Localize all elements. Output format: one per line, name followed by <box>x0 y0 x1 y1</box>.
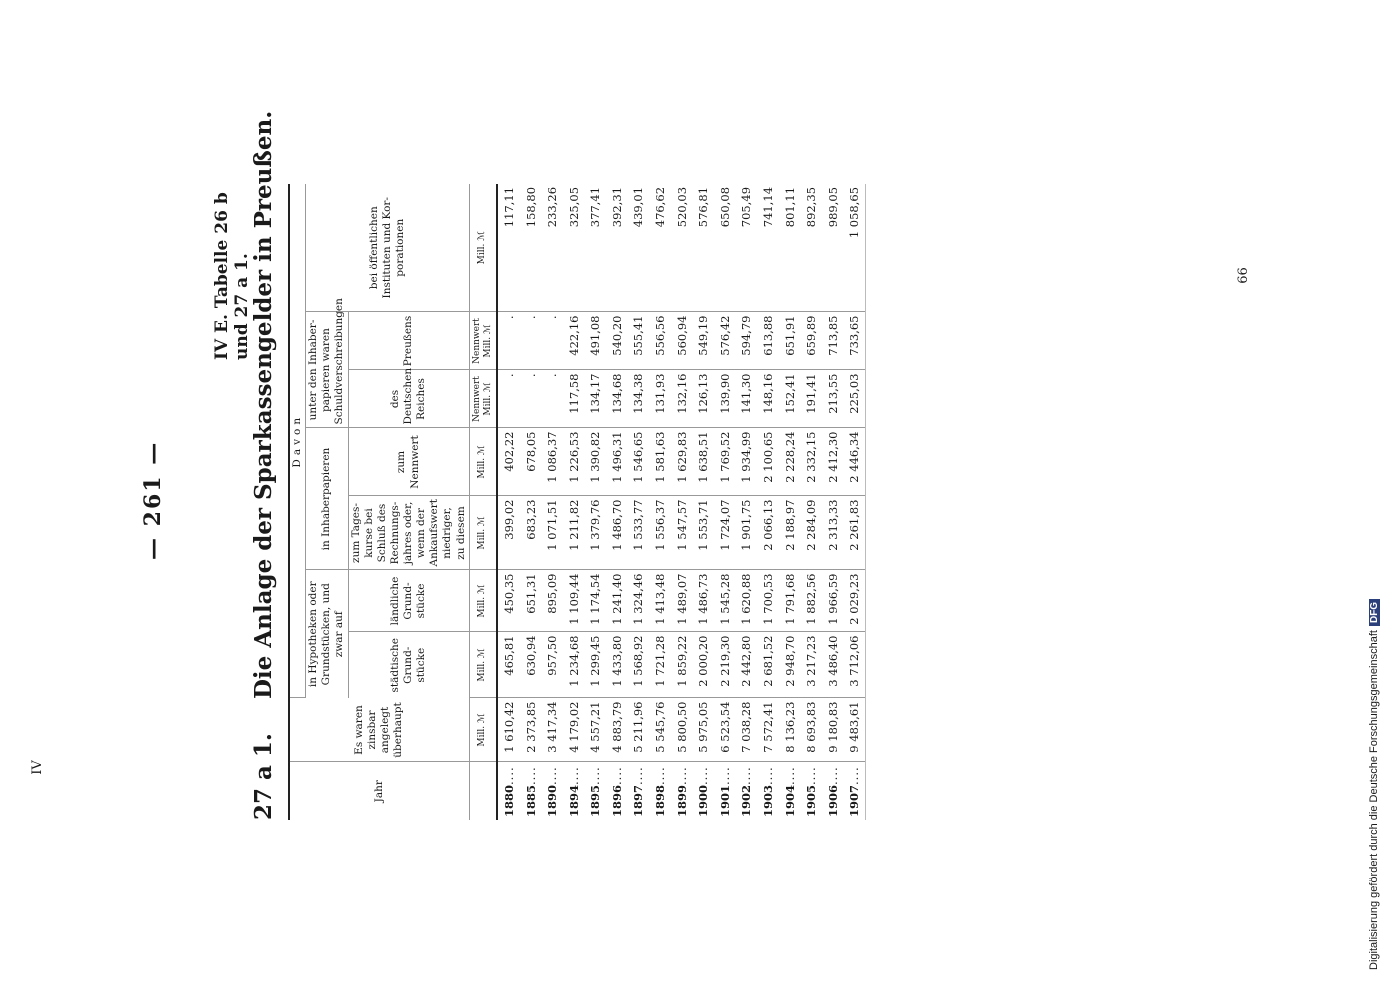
cell-year <box>520 762 542 820</box>
year-label: 1901 <box>717 784 732 817</box>
cell-laendl: 1 413,48 <box>649 570 671 632</box>
cell-year <box>800 762 822 820</box>
cell-oeff: 1 058,65 <box>844 184 866 312</box>
rotated-content <box>120 110 990 820</box>
cell-staedt: 1 433,80 <box>606 632 628 698</box>
cell-total: 5 975,05 <box>692 698 714 762</box>
cell-nenn: 1 934,99 <box>736 428 758 496</box>
cell-laendl: 1 882,56 <box>800 570 822 632</box>
cell-total: 2 373,85 <box>520 698 542 762</box>
leader-dots: .... <box>782 766 797 785</box>
cell-preuss: 556,56 <box>649 312 671 370</box>
cell-laendl: 1 700,53 <box>757 570 779 632</box>
table-row <box>520 184 542 820</box>
cell-kurs: 1 211,82 <box>563 496 585 570</box>
cell-reich: 132,16 <box>671 370 693 428</box>
cell-laendl: 1 324,46 <box>628 570 650 632</box>
header-inhaberpapiere: in Inhaberpapieren <box>306 428 348 570</box>
cell-kurs: 2 261,83 <box>844 496 866 570</box>
header-reference: IV E. Tabelle 26 b und 27 a 1. <box>212 192 252 360</box>
cell-reich: 148,16 <box>757 370 779 428</box>
header-oeffentliche: bei öffentlichen Instituten und Kor-porationen <box>306 184 470 312</box>
cell-oeff: 741,14 <box>757 184 779 312</box>
cell-reich: 213,55 <box>822 370 844 428</box>
cell-nenn: 1 638,51 <box>692 428 714 496</box>
cell-total: 8 693,83 <box>800 698 822 762</box>
cell-year <box>563 762 585 820</box>
leader-dots: .... <box>501 766 516 785</box>
unit-tageskurs: Mill. ℳ <box>469 496 497 570</box>
cell-total: 7 038,28 <box>736 698 758 762</box>
cell-year <box>585 762 607 820</box>
cell-nenn: 2 332,15 <box>800 428 822 496</box>
table-row <box>714 184 736 820</box>
table-row <box>800 184 822 820</box>
year-label: 1906 <box>825 784 840 817</box>
cell-laendl: 1 486,73 <box>692 570 714 632</box>
cell-staedt: 2 000,20 <box>692 632 714 698</box>
table-row <box>822 184 844 820</box>
cell-kurs: 2 066,13 <box>757 496 779 570</box>
cell-oeff: 576,81 <box>692 184 714 312</box>
leader-dots: .... <box>717 766 732 785</box>
year-label: 1897 <box>631 784 646 817</box>
year-label: 1895 <box>588 784 603 817</box>
table-row <box>585 184 607 820</box>
cell-preuss: . <box>497 312 520 370</box>
cell-preuss: 651,91 <box>779 312 801 370</box>
unit-nennwert: Mill. ℳ <box>469 428 497 496</box>
cell-preuss: 422,16 <box>563 312 585 370</box>
cell-staedt: 3 486,40 <box>822 632 844 698</box>
cell-preuss: . <box>541 312 563 370</box>
cell-reich: 134,17 <box>585 370 607 428</box>
cell-laendl: 1 489,07 <box>671 570 693 632</box>
table-body <box>497 184 866 820</box>
unit-preussen: Nennwert Mill. ℳ <box>469 312 497 370</box>
table-row <box>671 184 693 820</box>
year-label: 1894 <box>566 784 581 817</box>
cell-total: 5 800,50 <box>671 698 693 762</box>
leader-dots: .... <box>566 766 581 785</box>
dfg-logo: DFG <box>1369 599 1380 626</box>
cell-laendl: 1 545,28 <box>714 570 736 632</box>
cell-staedt: 1 234,68 <box>563 632 585 698</box>
cell-kurs: 2 188,97 <box>779 496 801 570</box>
header-staedtische: städtische Grund-stücke <box>348 632 469 698</box>
cell-reich: 117,58 <box>563 370 585 428</box>
year-label: 1904 <box>782 784 797 817</box>
cell-nenn: 2 412,30 <box>822 428 844 496</box>
cell-preuss: 713,85 <box>822 312 844 370</box>
cell-reich: 131,93 <box>649 370 671 428</box>
cell-laendl: 450,35 <box>497 570 520 632</box>
cell-kurs: 1 724,07 <box>714 496 736 570</box>
cell-laendl: 651,31 <box>520 570 542 632</box>
cell-kurs: 1 071,51 <box>541 496 563 570</box>
bottom-right-mark: 66 <box>1235 267 1251 284</box>
leader-dots: .... <box>761 766 776 785</box>
cell-oeff: 650,08 <box>714 184 736 312</box>
cell-reich: 134,68 <box>606 370 628 428</box>
year-label: 1880 <box>501 784 516 817</box>
header-laendliche: ländliche Grund-stücke <box>348 570 469 632</box>
cell-kurs: 683,23 <box>520 496 542 570</box>
table-row <box>606 184 628 820</box>
cell-total: 8 136,23 <box>779 698 801 762</box>
cell-year <box>757 762 779 820</box>
cell-kurs: 1 556,37 <box>649 496 671 570</box>
cell-year <box>779 762 801 820</box>
table-row <box>628 184 650 820</box>
cell-reich: 134,38 <box>628 370 650 428</box>
cell-total: 4 557,21 <box>585 698 607 762</box>
cell-staedt: 1 859,22 <box>671 632 693 698</box>
cell-preuss: 613,88 <box>757 312 779 370</box>
table-row <box>649 184 671 820</box>
cell-total: 5 211,96 <box>628 698 650 762</box>
cell-year <box>844 762 866 820</box>
unit-oeffentliche: Mill. ℳ <box>469 184 497 312</box>
cell-preuss: . <box>520 312 542 370</box>
leader-dots: .... <box>804 766 819 785</box>
cell-staedt: 2 219,30 <box>714 632 736 698</box>
cell-kurs: 2 284,09 <box>800 496 822 570</box>
cell-staedt: 1 299,45 <box>585 632 607 698</box>
leader-dots: .... <box>545 766 560 785</box>
unit-reich: Nennwert Mill. ℳ <box>469 370 497 428</box>
leader-dots: .... <box>631 766 646 785</box>
header-tageskurs: zum Tages-kurse bei Schluß des Rechnungs-jahres oder, wenn der Ankaufswert niedriger, zu diesem <box>348 496 469 570</box>
cell-oeff: 476,62 <box>649 184 671 312</box>
year-label: 1890 <box>545 784 560 817</box>
cell-year <box>606 762 628 820</box>
cell-preuss: 594,79 <box>736 312 758 370</box>
cell-year <box>649 762 671 820</box>
cell-laendl: 895,09 <box>541 570 563 632</box>
cell-oeff: 801,11 <box>779 184 801 312</box>
cell-reich: . <box>497 370 520 428</box>
cell-preuss: 549,19 <box>692 312 714 370</box>
leader-dots: .... <box>674 766 689 785</box>
leader-dots: .... <box>739 766 754 785</box>
year-label: 1896 <box>609 784 624 817</box>
cell-total: 3 417,34 <box>541 698 563 762</box>
cell-kurs: 1 901,75 <box>736 496 758 570</box>
cell-staedt: 1 568,92 <box>628 632 650 698</box>
cell-staedt: 3 217,23 <box>800 632 822 698</box>
year-label: 1905 <box>804 784 819 817</box>
year-label: 1903 <box>761 784 776 817</box>
cell-oeff: 520,03 <box>671 184 693 312</box>
cell-oeff: 158,80 <box>520 184 542 312</box>
cell-laendl: 1 791,68 <box>779 570 801 632</box>
header-nennwert: zum Nennwert <box>348 428 469 496</box>
year-label: 1898 <box>653 784 668 817</box>
cell-preuss: 555,41 <box>628 312 650 370</box>
leader-dots: .... <box>696 766 711 785</box>
cell-staedt: 957,50 <box>541 632 563 698</box>
cell-nenn: 1 581,63 <box>649 428 671 496</box>
table-row <box>779 184 801 820</box>
cell-kurs: 1 547,57 <box>671 496 693 570</box>
cell-preuss: 491,08 <box>585 312 607 370</box>
cell-oeff: 892,35 <box>800 184 822 312</box>
cell-staedt: 2 681,52 <box>757 632 779 698</box>
cell-oeff: 325,05 <box>563 184 585 312</box>
cell-total: 9 180,83 <box>822 698 844 762</box>
table-row <box>736 184 758 820</box>
cell-staedt: 630,94 <box>520 632 542 698</box>
table-row <box>541 184 563 820</box>
cell-nenn: 2 228,24 <box>779 428 801 496</box>
cell-laendl: 1 241,40 <box>606 570 628 632</box>
table-row <box>692 184 714 820</box>
cell-nenn: 1 226,53 <box>563 428 585 496</box>
cell-nenn: 1 769,52 <box>714 428 736 496</box>
leader-dots: .... <box>523 766 538 785</box>
cell-kurs: 1 379,76 <box>585 496 607 570</box>
year-label: 1907 <box>847 784 862 817</box>
leader-dots: .... <box>609 766 624 785</box>
cell-year <box>714 762 736 820</box>
table-row <box>844 184 866 820</box>
cell-year <box>671 762 693 820</box>
cell-reich: 152,41 <box>779 370 801 428</box>
cell-year <box>541 762 563 820</box>
cell-reich: . <box>541 370 563 428</box>
cell-nenn: 402,22 <box>497 428 520 496</box>
cell-laendl: 1 966,59 <box>822 570 844 632</box>
cell-total: 1 610,42 <box>497 698 520 762</box>
year-label: 1899 <box>674 784 689 817</box>
cell-nenn: 1 546,65 <box>628 428 650 496</box>
side-credit <box>1368 30 1388 970</box>
cell-laendl: 1 620,88 <box>736 570 758 632</box>
cell-nenn: 678,05 <box>520 428 542 496</box>
cell-staedt: 3 712,06 <box>844 632 866 698</box>
cell-total: 7 572,41 <box>757 698 779 762</box>
year-label: 1902 <box>739 784 754 817</box>
cell-preuss: 540,20 <box>606 312 628 370</box>
cell-laendl: 1 109,44 <box>563 570 585 632</box>
cell-laendl: 2 029,23 <box>844 570 866 632</box>
cell-year <box>736 762 758 820</box>
cell-year <box>822 762 844 820</box>
unit-total: Mill. ℳ <box>469 698 497 762</box>
table-row <box>757 184 779 820</box>
year-label: 1885 <box>523 784 538 817</box>
header-preussen: Preußens <box>348 312 469 370</box>
header-hypotheken: in Hypotheken oder Grundstücken, und zwar auf <box>306 570 348 698</box>
cell-kurs: 1 533,77 <box>628 496 650 570</box>
cell-oeff: 439,01 <box>628 184 650 312</box>
cell-reich: 191,41 <box>800 370 822 428</box>
cell-oeff: 117,11 <box>497 184 520 312</box>
bottom-left-mark: IV <box>29 760 45 775</box>
cell-oeff: 377,41 <box>585 184 607 312</box>
cell-reich: 139,90 <box>714 370 736 428</box>
cell-oeff: 989,05 <box>822 184 844 312</box>
cell-oeff: 392,31 <box>606 184 628 312</box>
savings-investment-table <box>288 184 866 820</box>
unit-year <box>469 762 497 820</box>
cell-nenn: 2 446,34 <box>844 428 866 496</box>
title-number: 27 a 1. <box>250 733 277 820</box>
cell-reich: . <box>520 370 542 428</box>
cell-staedt: 1 721,28 <box>649 632 671 698</box>
cell-total: 9 483,61 <box>844 698 866 762</box>
cell-oeff: 233,26 <box>541 184 563 312</box>
cell-nenn: 1 086,37 <box>541 428 563 496</box>
cell-nenn: 1 390,82 <box>585 428 607 496</box>
cell-year <box>628 762 650 820</box>
unit-laendliche: Mill. ℳ <box>469 570 497 632</box>
page-number: — 261 — <box>140 440 166 560</box>
year-label: 1900 <box>696 784 711 817</box>
cell-reich: 225,03 <box>844 370 866 428</box>
cell-preuss: 733,65 <box>844 312 866 370</box>
cell-kurs: 399,02 <box>497 496 520 570</box>
cell-staedt: 2 442,80 <box>736 632 758 698</box>
credit-text: Digitalisierung gefördert durch die Deutsche Forschungsgemeinschaft <box>1368 630 1380 970</box>
leader-dots: .... <box>847 766 862 785</box>
cell-preuss: 560,94 <box>671 312 693 370</box>
page-title <box>250 111 277 820</box>
cell-kurs: 1 553,71 <box>692 496 714 570</box>
header-year: Jahr <box>289 762 469 820</box>
cell-reich: 141,30 <box>736 370 758 428</box>
cell-nenn: 1 496,31 <box>606 428 628 496</box>
header-schuldverschreibungen: unter den Inhaber-papieren waren Schuldverschreibungen <box>306 312 348 428</box>
leader-dots: .... <box>588 766 603 785</box>
leader-dots: .... <box>825 766 840 785</box>
cell-laendl: 1 174,54 <box>585 570 607 632</box>
cell-oeff: 705,49 <box>736 184 758 312</box>
cell-preuss: 659,89 <box>800 312 822 370</box>
title-text: Die Anlage der Sparkassengelder in Preußen. <box>250 110 277 700</box>
header-davon: Davon <box>289 184 306 698</box>
table-row <box>563 184 585 820</box>
cell-reich: 126,13 <box>692 370 714 428</box>
cell-year <box>497 762 520 820</box>
table-row <box>497 184 520 820</box>
header-reich: des Deutschen Reiches <box>348 370 469 428</box>
unit-staedtische: Mill. ℳ <box>469 632 497 698</box>
cell-staedt: 465,81 <box>497 632 520 698</box>
cell-nenn: 1 629,83 <box>671 428 693 496</box>
cell-preuss: 576,42 <box>714 312 736 370</box>
cell-total: 4 179,02 <box>563 698 585 762</box>
cell-kurs: 1 486,70 <box>606 496 628 570</box>
cell-nenn: 2 100,65 <box>757 428 779 496</box>
cell-year <box>692 762 714 820</box>
header-total: Es waren zinsbar angelegt überhaupt <box>289 698 469 762</box>
cell-total: 6 523,54 <box>714 698 736 762</box>
leader-dots: .... <box>653 766 668 785</box>
cell-kurs: 2 313,33 <box>822 496 844 570</box>
cell-staedt: 2 948,70 <box>779 632 801 698</box>
cell-total: 4 883,79 <box>606 698 628 762</box>
cell-total: 5 545,76 <box>649 698 671 762</box>
